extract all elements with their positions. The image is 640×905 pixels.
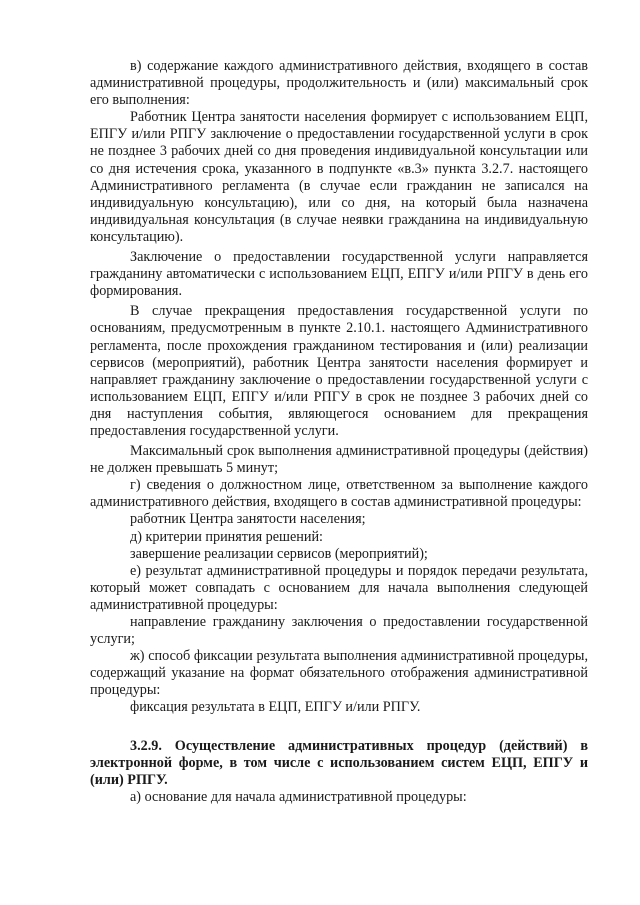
paragraph-responsible-person: г) сведения о должностном лице, ответственном за выполнение каждого административного действия, входящего в состав административной процедуры: [90,477,588,511]
document-page [90,58,588,806]
paragraph-max-duration: Максимальный срок выполнения административной процедуры (действия) не должен превышать 5 минут; [90,443,588,477]
paragraph-employee: работник Центра занятости населения; [130,511,366,528]
paragraph-fixation-result: фиксация результата в ЕЦП, ЕПГУ и/или РПГУ. [130,699,421,716]
paragraph-decision-criteria: д) критерии принятия решений: [130,528,323,545]
paragraph-termination-case: В случае прекращения предоставления государственной услуги по основаниям, предусмотренным в пункте 2.10.1. настоящего Административного регламента, после прохождения гражданином тестирования и (или) реализации сервисов (мероприятий), работник Центра занятости населения формирует и направляет гражданину заключение о предоставлении государственной услуги с использованием ЕЦП, ЕПГУ и/или РПГУ в срок не позднее 3 рабочих дней со дня наступления события, являющегося основанием для прекращения предоставления государственной услуги. [90,303,588,439]
paragraph-services-completion: завершение реализации сервисов (мероприятий); [130,545,428,562]
paragraph-conclusion-sending: Заключение о предоставлении государственной услуги направляется гражданину автоматически с использованием ЕЦП, ЕПГУ и/или РПГУ в день его формирования. [90,249,588,300]
paragraph-content-duration: в) содержание каждого административного действия, входящего в состав административной процедуры, продолжительность и (или) максимальный срок его выполнения: [90,58,588,109]
paragraph-sending-conclusion: направление гражданину заключения о предоставлении государственной услуги; [90,614,588,648]
paragraph-fixation-method: ж) способ фиксации результата выполнения административной процедуры, содержащий указание на формат обязательного отображения административной процедуры: [90,648,588,699]
paragraph-procedure-basis: а) основание для начала административной процедуры: [130,788,467,805]
section-heading-3-2-9: 3.2.9. Осуществление административных процедур (действий) в электронной форме, в том числе с использованием систем ЕЦП, ЕПГУ и (или) РПГУ. [90,737,588,788]
paragraph-procedure-result: е) результат административной процедуры и порядок передачи результата, который может совпадать с основанием для начала выполнения следующей административной процедуры: [90,562,588,613]
paragraph-conclusion-forming: Работник Центра занятости населения формирует с использованием ЕЦП, ЕПГУ и/или РПГУ заключение о предоставлении государственной услуги в срок не позднее 3 рабочих дней со дня проведения индивидуальной консультации или со дня истечения срока, указанного в подпункте «в.3» пункта 3.2.7. настоящего Административного регламента (в случае если гражданин не записался на индивидуальную консультацию), или со дня, на который была назначена индивидуальная консультация (в случае неявки гражданина на индивидуальную консультацию). [90,109,588,245]
